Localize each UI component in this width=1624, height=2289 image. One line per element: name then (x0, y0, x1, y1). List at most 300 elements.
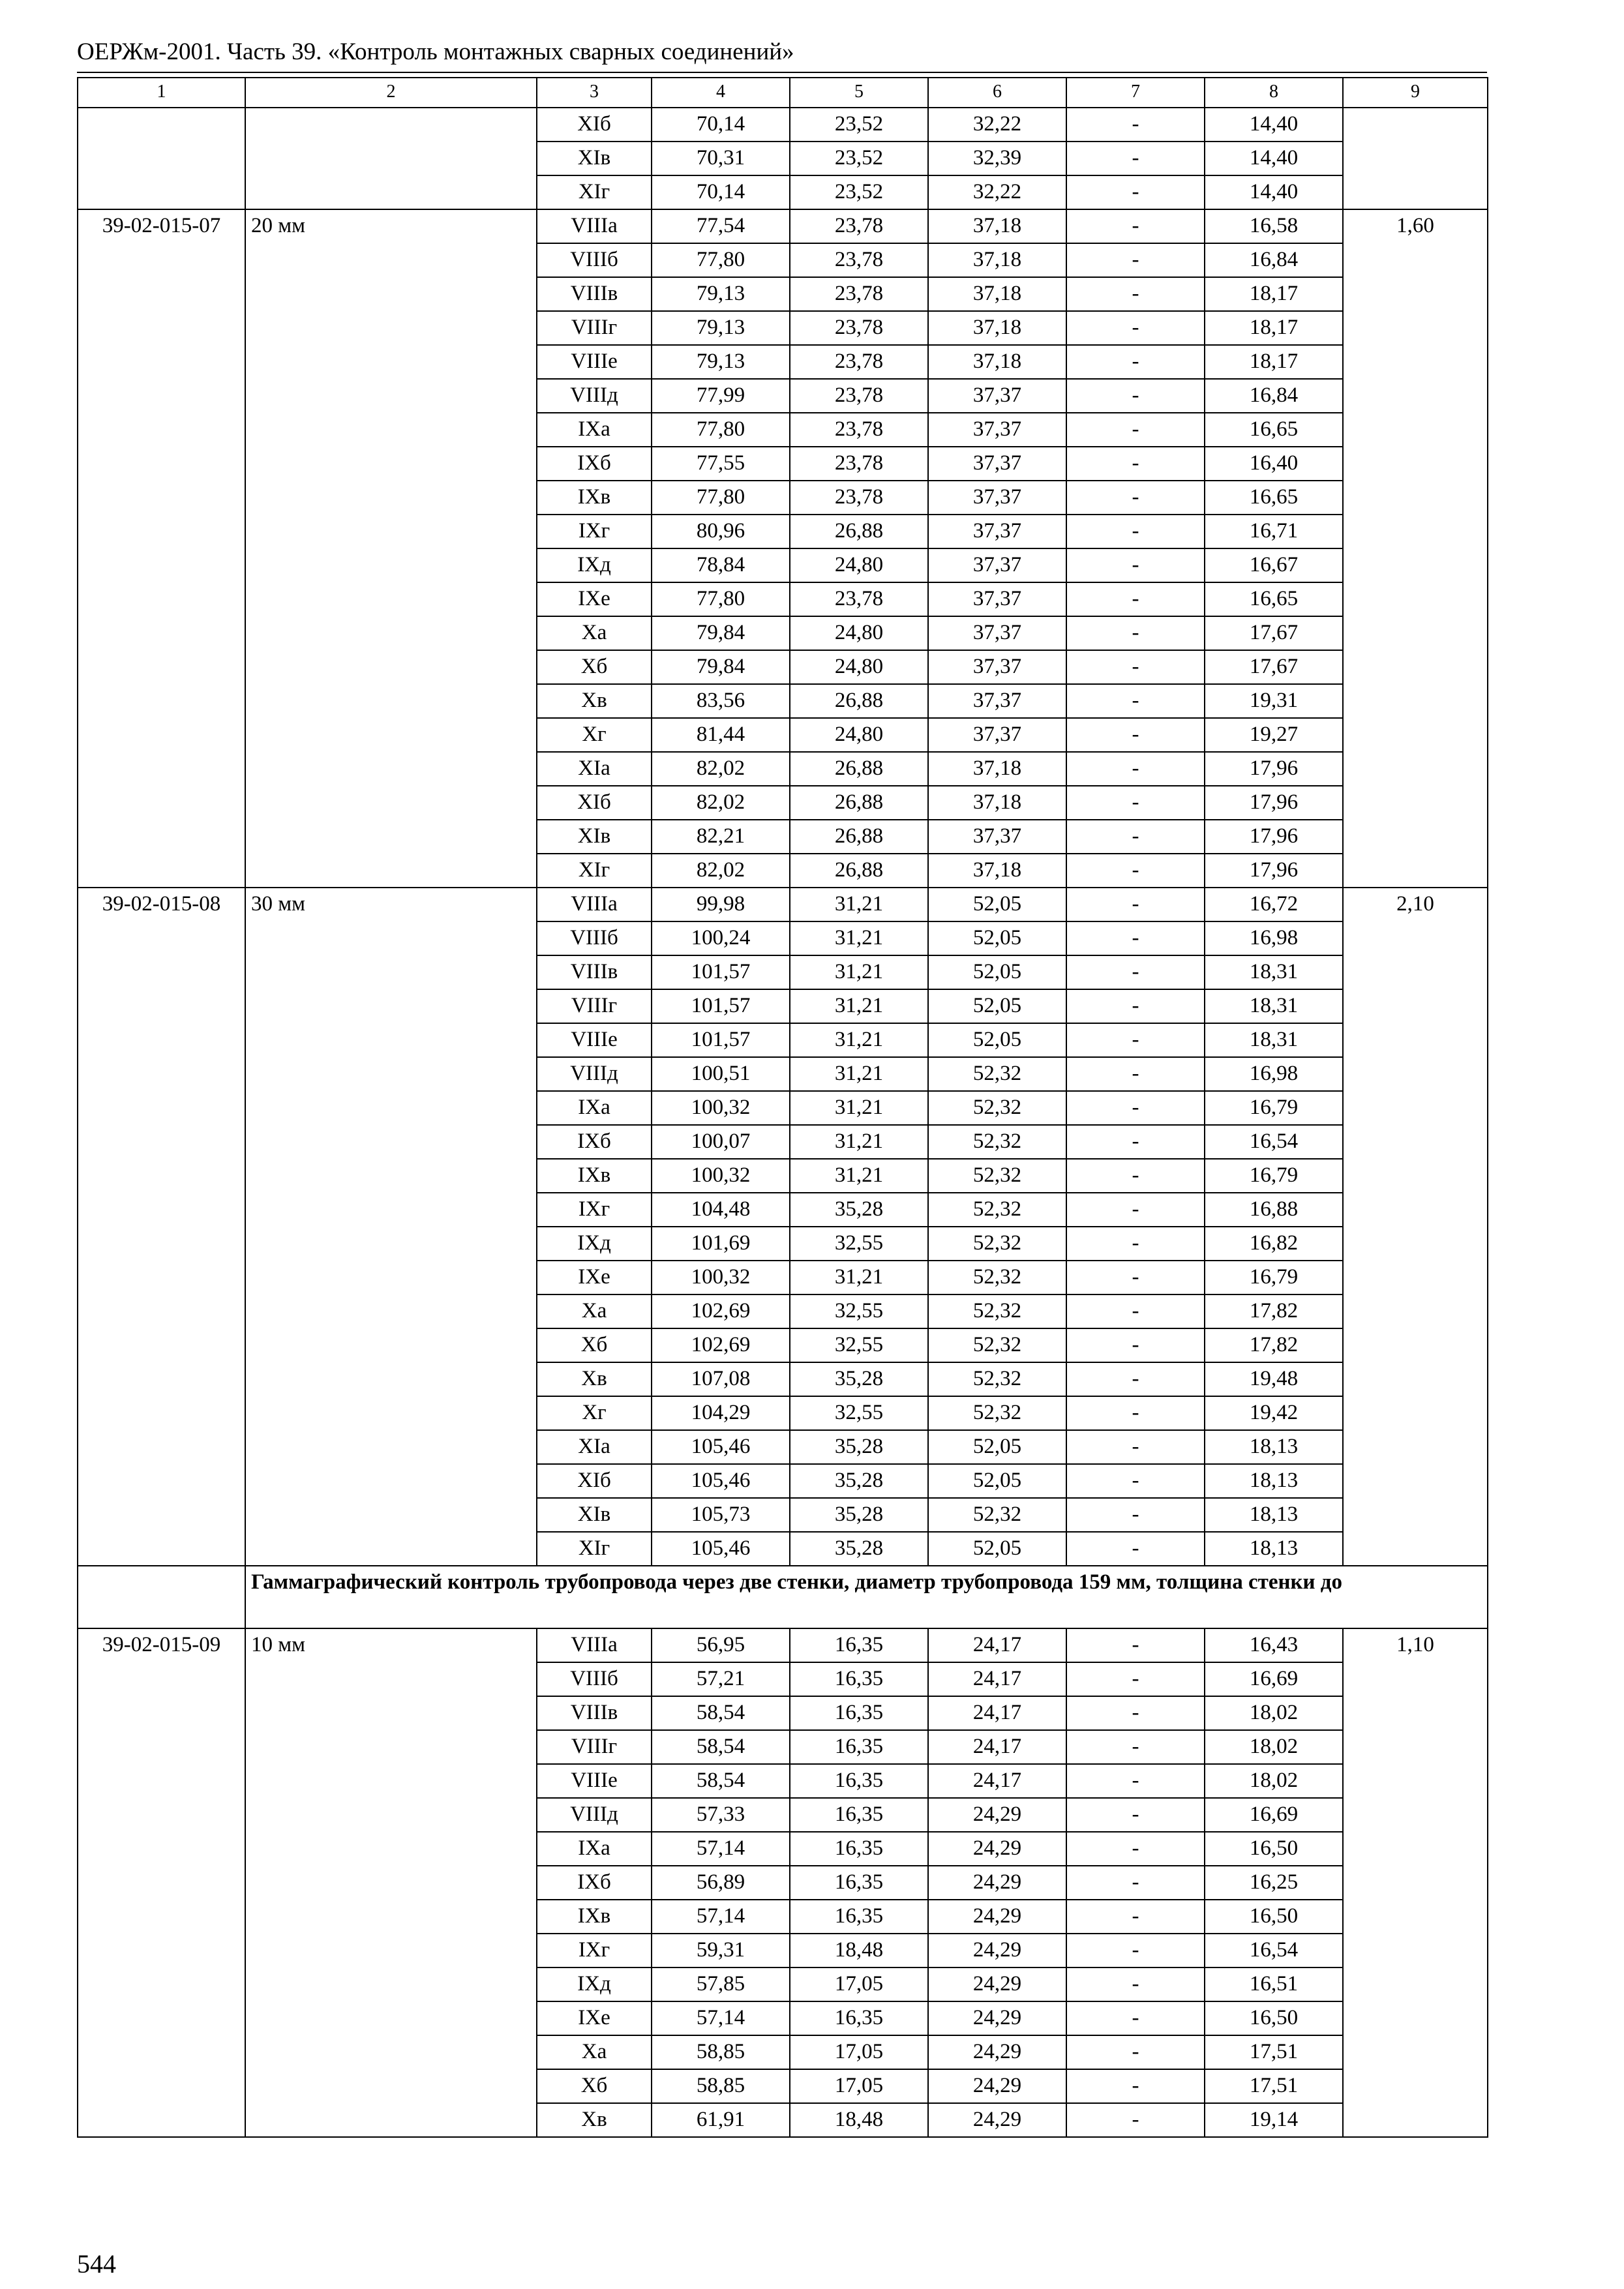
driver-wages-cell: - (1066, 1057, 1205, 1091)
class-cell: IXг (537, 1934, 652, 1967)
wages-cell: 35,28 (790, 1464, 928, 1498)
materials-cost-cell: 18,31 (1205, 989, 1343, 1023)
class-cell: Xв (537, 1362, 652, 1396)
machine-cost-cell: 37,37 (928, 548, 1066, 582)
class-cell: Xв (537, 2103, 652, 2137)
total-cost-cell: 77,99 (652, 379, 790, 413)
driver-wages-cell: - (1066, 1764, 1205, 1798)
driver-wages-cell: - (1066, 447, 1205, 481)
machine-cost-cell: 37,37 (928, 379, 1066, 413)
class-cell: VIIIа (537, 888, 652, 921)
class-cell: Xб (537, 650, 652, 684)
class-cell: VIIIг (537, 311, 652, 345)
total-cost-cell: 101,69 (652, 1227, 790, 1261)
driver-wages-cell: - (1066, 888, 1205, 921)
materials-cost-cell: 16,65 (1205, 413, 1343, 447)
class-cell: IXе (537, 1261, 652, 1294)
labor-cost-cell (1343, 108, 1488, 209)
materials-cost-cell: 16,69 (1205, 1798, 1343, 1832)
machine-cost-cell: 37,37 (928, 582, 1066, 616)
class-cell: IXа (537, 1832, 652, 1866)
materials-cost-cell: 16,51 (1205, 1967, 1343, 2001)
section-title: Гаммаграфический контроль трубопровода через две стенки, диаметр трубопровода 159 мм, толщина стенки до (245, 1566, 1488, 1628)
total-cost-cell: 100,07 (652, 1125, 790, 1159)
machine-cost-cell: 52,32 (928, 1362, 1066, 1396)
machine-cost-cell: 37,37 (928, 481, 1066, 515)
total-cost-cell: 79,84 (652, 616, 790, 650)
materials-cost-cell: 19,31 (1205, 684, 1343, 718)
machine-cost-cell: 52,32 (928, 1328, 1066, 1362)
machine-cost-cell: 52,05 (928, 888, 1066, 921)
materials-cost-cell: 16,40 (1205, 447, 1343, 481)
page-number: 544 (77, 2249, 116, 2279)
wages-cell: 26,88 (790, 786, 928, 820)
total-cost-cell: 77,80 (652, 582, 790, 616)
materials-cost-cell: 18,13 (1205, 1498, 1343, 1532)
total-cost-cell: 79,13 (652, 311, 790, 345)
total-cost-cell: 77,54 (652, 209, 790, 243)
driver-wages-cell: - (1066, 2103, 1205, 2137)
wages-cell: 31,21 (790, 1091, 928, 1125)
class-cell: IXа (537, 413, 652, 447)
machine-cost-cell: 52,32 (928, 1091, 1066, 1125)
class-cell: Xа (537, 1294, 652, 1328)
materials-cost-cell: 17,67 (1205, 616, 1343, 650)
machine-cost-cell: 52,32 (928, 1261, 1066, 1294)
class-cell: Xв (537, 684, 652, 718)
wages-cell: 26,88 (790, 752, 928, 786)
materials-cost-cell: 16,82 (1205, 1227, 1343, 1261)
wages-cell: 23,78 (790, 243, 928, 277)
wages-cell: 23,78 (790, 413, 928, 447)
class-cell: VIIIг (537, 989, 652, 1023)
class-cell: Xа (537, 616, 652, 650)
class-cell: Xг (537, 1396, 652, 1430)
driver-wages-cell: - (1066, 209, 1205, 243)
materials-cost-cell: 17,82 (1205, 1328, 1343, 1362)
class-cell: VIIIб (537, 1662, 652, 1696)
wages-cell: 31,21 (790, 955, 928, 989)
driver-wages-cell: - (1066, 548, 1205, 582)
machine-cost-cell: 37,18 (928, 752, 1066, 786)
class-cell: XIв (537, 1498, 652, 1532)
wages-cell: 31,21 (790, 1057, 928, 1091)
column-number-cell: 2 (245, 78, 537, 108)
driver-wages-cell: - (1066, 345, 1205, 379)
machine-cost-cell: 24,29 (928, 1866, 1066, 1900)
total-cost-cell: 105,46 (652, 1430, 790, 1464)
class-cell: XIг (537, 1532, 652, 1566)
class-cell: Xг (537, 718, 652, 752)
driver-wages-cell: - (1066, 2035, 1205, 2069)
machine-cost-cell: 24,17 (928, 1696, 1066, 1730)
machine-cost-cell: 37,37 (928, 413, 1066, 447)
materials-cost-cell: 19,14 (1205, 2103, 1343, 2137)
driver-wages-cell: - (1066, 243, 1205, 277)
driver-wages-cell: - (1066, 481, 1205, 515)
machine-cost-cell: 37,37 (928, 447, 1066, 481)
driver-wages-cell: - (1066, 1900, 1205, 1934)
class-cell: XIб (537, 786, 652, 820)
wages-cell: 35,28 (790, 1498, 928, 1532)
materials-cost-cell: 17,96 (1205, 752, 1343, 786)
wages-cell: 16,35 (790, 1696, 928, 1730)
total-cost-cell: 58,85 (652, 2069, 790, 2103)
wages-cell: 16,35 (790, 1764, 928, 1798)
driver-wages-cell: - (1066, 854, 1205, 888)
materials-cost-cell: 16,43 (1205, 1628, 1343, 1662)
driver-wages-cell: - (1066, 1498, 1205, 1532)
wages-cell: 26,88 (790, 854, 928, 888)
wages-cell: 31,21 (790, 1023, 928, 1057)
wages-cell: 31,21 (790, 1261, 928, 1294)
class-cell: IXд (537, 1227, 652, 1261)
total-cost-cell: 99,98 (652, 888, 790, 921)
section-spacer-cell (78, 1566, 245, 1628)
machine-cost-cell: 37,18 (928, 786, 1066, 820)
class-cell: VIIIа (537, 1628, 652, 1662)
column-number-row (78, 78, 1488, 108)
materials-cost-cell: 16,50 (1205, 1900, 1343, 1934)
machine-cost-cell: 24,29 (928, 1798, 1066, 1832)
driver-wages-cell: - (1066, 1430, 1205, 1464)
machine-cost-cell: 52,32 (928, 1159, 1066, 1193)
class-cell: VIIIд (537, 1057, 652, 1091)
wages-cell: 16,35 (790, 1798, 928, 1832)
wages-cell: 23,52 (790, 175, 928, 209)
driver-wages-cell: - (1066, 413, 1205, 447)
wages-cell: 23,52 (790, 142, 928, 175)
class-cell: XIа (537, 1430, 652, 1464)
class-cell: XIг (537, 175, 652, 209)
machine-cost-cell: 24,29 (928, 2035, 1066, 2069)
driver-wages-cell: - (1066, 1934, 1205, 1967)
table-row (78, 108, 1488, 142)
driver-wages-cell: - (1066, 175, 1205, 209)
total-cost-cell: 81,44 (652, 718, 790, 752)
wages-cell: 35,28 (790, 1430, 928, 1464)
wages-cell: 35,28 (790, 1362, 928, 1396)
total-cost-cell: 104,48 (652, 1193, 790, 1227)
total-cost-cell: 58,85 (652, 2035, 790, 2069)
machine-cost-cell: 52,05 (928, 1464, 1066, 1498)
class-cell: Xа (537, 2035, 652, 2069)
driver-wages-cell: - (1066, 108, 1205, 142)
table-row (78, 1628, 1488, 1662)
class-cell: XIб (537, 108, 652, 142)
wages-cell: 24,80 (790, 548, 928, 582)
section-row (78, 1566, 1488, 1628)
materials-cost-cell: 16,50 (1205, 1832, 1343, 1866)
class-cell: IXд (537, 548, 652, 582)
materials-cost-cell: 16,58 (1205, 209, 1343, 243)
class-cell: VIIIе (537, 345, 652, 379)
driver-wages-cell: - (1066, 1159, 1205, 1193)
class-cell: VIIIе (537, 1023, 652, 1057)
class-cell: VIIIв (537, 277, 652, 311)
driver-wages-cell: - (1066, 752, 1205, 786)
wages-cell: 17,05 (790, 2069, 928, 2103)
total-cost-cell: 70,14 (652, 108, 790, 142)
machine-cost-cell: 24,29 (928, 1832, 1066, 1866)
class-cell: XIб (537, 1464, 652, 1498)
materials-cost-cell: 16,25 (1205, 1866, 1343, 1900)
driver-wages-cell: - (1066, 142, 1205, 175)
materials-cost-cell: 16,71 (1205, 515, 1343, 548)
column-number-cell: 8 (1205, 78, 1343, 108)
driver-wages-cell: - (1066, 1091, 1205, 1125)
machine-cost-cell: 37,37 (928, 650, 1066, 684)
driver-wages-cell: - (1066, 718, 1205, 752)
materials-cost-cell: 17,51 (1205, 2069, 1343, 2103)
total-cost-cell: 77,80 (652, 481, 790, 515)
total-cost-cell: 77,55 (652, 447, 790, 481)
rate-code-cell: 39-02-015-08 (78, 888, 245, 1566)
driver-wages-cell: - (1066, 1798, 1205, 1832)
total-cost-cell: 78,84 (652, 548, 790, 582)
class-cell: VIIIб (537, 921, 652, 955)
materials-cost-cell: 18,13 (1205, 1532, 1343, 1566)
labor-cost-cell: 1,60 (1343, 209, 1488, 888)
wages-cell: 16,35 (790, 1832, 928, 1866)
machine-cost-cell: 24,17 (928, 1662, 1066, 1696)
machine-cost-cell: 52,32 (928, 1227, 1066, 1261)
machine-cost-cell: 32,22 (928, 175, 1066, 209)
driver-wages-cell: - (1066, 1967, 1205, 2001)
class-cell: IXв (537, 481, 652, 515)
column-number-cell: 4 (652, 78, 790, 108)
class-cell: IXг (537, 1193, 652, 1227)
wages-cell: 16,35 (790, 1730, 928, 1764)
total-cost-cell: 101,57 (652, 1023, 790, 1057)
wages-cell: 16,35 (790, 1866, 928, 1900)
materials-cost-cell: 16,65 (1205, 582, 1343, 616)
machine-cost-cell: 52,05 (928, 1532, 1066, 1566)
driver-wages-cell: - (1066, 955, 1205, 989)
materials-cost-cell: 17,96 (1205, 854, 1343, 888)
wages-cell: 31,21 (790, 1125, 928, 1159)
driver-wages-cell: - (1066, 1362, 1205, 1396)
driver-wages-cell: - (1066, 989, 1205, 1023)
class-cell: XIа (537, 752, 652, 786)
materials-cost-cell: 16,84 (1205, 243, 1343, 277)
materials-cost-cell: 16,67 (1205, 548, 1343, 582)
column-number-cell: 1 (78, 78, 245, 108)
materials-cost-cell: 16,79 (1205, 1091, 1343, 1125)
rate-code-cell: 39-02-015-07 (78, 209, 245, 888)
wages-cell: 23,78 (790, 277, 928, 311)
driver-wages-cell: - (1066, 2001, 1205, 2035)
class-cell: VIIIб (537, 243, 652, 277)
total-cost-cell: 82,02 (652, 752, 790, 786)
machine-cost-cell: 24,17 (928, 1730, 1066, 1764)
materials-cost-cell: 18,31 (1205, 1023, 1343, 1057)
materials-cost-cell: 19,27 (1205, 718, 1343, 752)
total-cost-cell: 59,31 (652, 1934, 790, 1967)
materials-cost-cell: 18,13 (1205, 1430, 1343, 1464)
total-cost-cell: 57,14 (652, 1832, 790, 1866)
total-cost-cell: 77,80 (652, 243, 790, 277)
materials-cost-cell: 16,54 (1205, 1125, 1343, 1159)
class-cell: VIIIа (537, 209, 652, 243)
driver-wages-cell: - (1066, 1294, 1205, 1328)
materials-cost-cell: 17,51 (1205, 2035, 1343, 2069)
driver-wages-cell: - (1066, 1866, 1205, 1900)
wages-cell: 32,55 (790, 1227, 928, 1261)
total-cost-cell: 57,14 (652, 1900, 790, 1934)
total-cost-cell: 77,80 (652, 413, 790, 447)
machine-cost-cell: 37,37 (928, 820, 1066, 854)
wages-cell: 32,55 (790, 1294, 928, 1328)
total-cost-cell: 70,14 (652, 175, 790, 209)
class-cell: XIв (537, 820, 652, 854)
total-cost-cell: 101,57 (652, 955, 790, 989)
machine-cost-cell: 37,18 (928, 311, 1066, 345)
total-cost-cell: 102,69 (652, 1328, 790, 1362)
machine-cost-cell: 52,05 (928, 989, 1066, 1023)
total-cost-cell: 100,32 (652, 1091, 790, 1125)
total-cost-cell: 83,56 (652, 684, 790, 718)
machine-cost-cell: 24,17 (928, 1628, 1066, 1662)
total-cost-cell: 70,31 (652, 142, 790, 175)
class-cell: VIIIв (537, 955, 652, 989)
wages-cell: 23,78 (790, 311, 928, 345)
wages-cell: 31,21 (790, 989, 928, 1023)
driver-wages-cell: - (1066, 1628, 1205, 1662)
materials-cost-cell: 16,79 (1205, 1261, 1343, 1294)
wages-cell: 31,21 (790, 921, 928, 955)
materials-cost-cell: 18,31 (1205, 955, 1343, 989)
materials-cost-cell: 17,96 (1205, 820, 1343, 854)
driver-wages-cell: - (1066, 616, 1205, 650)
wages-cell: 23,78 (790, 379, 928, 413)
class-cell: VIIIг (537, 1730, 652, 1764)
machine-cost-cell: 24,29 (928, 1934, 1066, 1967)
driver-wages-cell: - (1066, 1125, 1205, 1159)
class-cell: IXб (537, 1866, 652, 1900)
driver-wages-cell: - (1066, 582, 1205, 616)
wages-cell: 24,80 (790, 616, 928, 650)
wages-cell: 26,88 (790, 515, 928, 548)
total-cost-cell: 102,69 (652, 1294, 790, 1328)
total-cost-cell: 105,46 (652, 1464, 790, 1498)
materials-cost-cell: 14,40 (1205, 108, 1343, 142)
wages-cell: 32,55 (790, 1328, 928, 1362)
total-cost-cell: 100,32 (652, 1159, 790, 1193)
materials-cost-cell: 16,88 (1205, 1193, 1343, 1227)
total-cost-cell: 100,32 (652, 1261, 790, 1294)
total-cost-cell: 58,54 (652, 1764, 790, 1798)
machine-cost-cell: 37,37 (928, 616, 1066, 650)
materials-cost-cell: 18,02 (1205, 1696, 1343, 1730)
wages-cell: 16,35 (790, 1900, 928, 1934)
driver-wages-cell: - (1066, 277, 1205, 311)
machine-cost-cell: 52,32 (928, 1294, 1066, 1328)
table-row (78, 209, 1488, 243)
machine-cost-cell: 24,29 (928, 2103, 1066, 2137)
class-cell: VIIIд (537, 1798, 652, 1832)
materials-cost-cell: 18,02 (1205, 1730, 1343, 1764)
materials-cost-cell: 18,17 (1205, 277, 1343, 311)
driver-wages-cell: - (1066, 515, 1205, 548)
wages-cell: 23,52 (790, 108, 928, 142)
total-cost-cell: 58,54 (652, 1730, 790, 1764)
class-cell: IXб (537, 1125, 652, 1159)
total-cost-cell: 107,08 (652, 1362, 790, 1396)
class-cell: IXе (537, 582, 652, 616)
wages-cell: 16,35 (790, 2001, 928, 2035)
materials-cost-cell: 17,96 (1205, 786, 1343, 820)
materials-cost-cell: 17,82 (1205, 1294, 1343, 1328)
total-cost-cell: 58,54 (652, 1696, 790, 1730)
machine-cost-cell: 24,29 (928, 2069, 1066, 2103)
wages-cell: 18,48 (790, 2103, 928, 2137)
machine-cost-cell: 52,32 (928, 1396, 1066, 1430)
driver-wages-cell: - (1066, 684, 1205, 718)
class-cell: Xб (537, 1328, 652, 1362)
total-cost-cell: 105,73 (652, 1498, 790, 1532)
class-cell: XIг (537, 854, 652, 888)
total-cost-cell: 57,14 (652, 2001, 790, 2035)
driver-wages-cell: - (1066, 1396, 1205, 1430)
machine-cost-cell: 52,32 (928, 1057, 1066, 1091)
wages-cell: 18,48 (790, 1934, 928, 1967)
machine-cost-cell: 37,18 (928, 243, 1066, 277)
materials-cost-cell: 16,72 (1205, 888, 1343, 921)
class-cell: VIIIд (537, 379, 652, 413)
header-rule (77, 72, 1487, 73)
total-cost-cell: 79,84 (652, 650, 790, 684)
materials-cost-cell: 18,17 (1205, 311, 1343, 345)
machine-cost-cell: 24,29 (928, 2001, 1066, 2035)
machine-cost-cell: 32,39 (928, 142, 1066, 175)
class-cell: IXа (537, 1091, 652, 1125)
wages-cell: 26,88 (790, 820, 928, 854)
wages-cell: 16,35 (790, 1628, 928, 1662)
wall-thickness-cell: 10 мм (245, 1628, 537, 2137)
wages-cell: 31,21 (790, 1159, 928, 1193)
class-cell: IXв (537, 1159, 652, 1193)
column-number-cell: 7 (1066, 78, 1205, 108)
wages-cell: 23,78 (790, 582, 928, 616)
table-row (78, 888, 1488, 921)
machine-cost-cell: 24,29 (928, 1900, 1066, 1934)
total-cost-cell: 57,21 (652, 1662, 790, 1696)
driver-wages-cell: - (1066, 1328, 1205, 1362)
machine-cost-cell: 52,05 (928, 1430, 1066, 1464)
wages-cell: 23,78 (790, 209, 928, 243)
total-cost-cell: 57,85 (652, 1967, 790, 2001)
wages-cell: 16,35 (790, 1662, 928, 1696)
wages-cell: 35,28 (790, 1532, 928, 1566)
class-cell: IXг (537, 515, 652, 548)
driver-wages-cell: - (1066, 1464, 1205, 1498)
total-cost-cell: 56,89 (652, 1866, 790, 1900)
driver-wages-cell: - (1066, 786, 1205, 820)
machine-cost-cell: 37,37 (928, 515, 1066, 548)
class-cell: IXб (537, 447, 652, 481)
machine-cost-cell: 37,18 (928, 277, 1066, 311)
class-cell: VIIIе (537, 1764, 652, 1798)
materials-cost-cell: 16,98 (1205, 1057, 1343, 1091)
total-cost-cell: 101,57 (652, 989, 790, 1023)
total-cost-cell: 79,13 (652, 345, 790, 379)
total-cost-cell: 100,24 (652, 921, 790, 955)
wages-cell: 24,80 (790, 718, 928, 752)
driver-wages-cell: - (1066, 1532, 1205, 1566)
wall-thickness-cell: 30 мм (245, 888, 537, 1566)
wages-cell: 17,05 (790, 1967, 928, 2001)
